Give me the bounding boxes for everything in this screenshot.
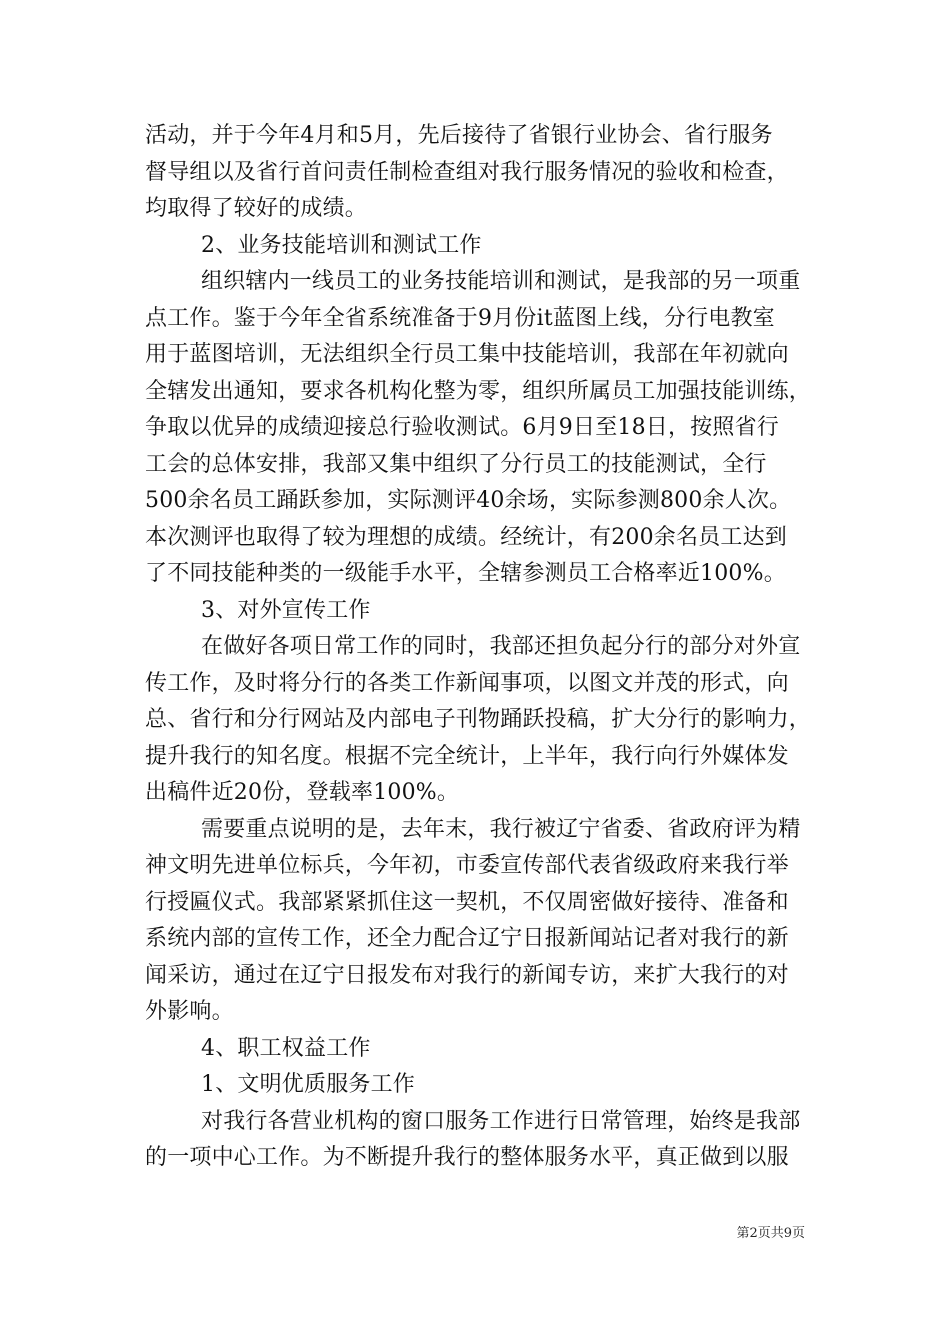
paragraph (145, 264, 825, 593)
text-line: 1、文明优质服务工作 (201, 1072, 415, 1097)
paragraph (145, 629, 825, 812)
text-line: 传工作，及时将分行的各类工作新闻事项，以图文并茂的形式，向 (145, 670, 789, 696)
text-line: 对我行各营业机构的窗口服务工作进行日常管理，始终是我部 (201, 1108, 801, 1134)
text-line: 督导组以及省行首问责任制检查组对我行服务情况的验收和检查， (145, 159, 789, 185)
text-line: 均取得了较好的成绩。 (145, 196, 368, 221)
text-line: 闻采访，通过在辽宁日报发布对我行的新闻专访，来扩大我行的对 (145, 962, 789, 988)
text-line: 出稿件近20份，登载率100%。 (145, 780, 460, 805)
paragraph (145, 1031, 825, 1068)
paragraph (145, 118, 825, 228)
paragraph (145, 1067, 825, 1104)
text-line: 点工作。鉴于今年全省系统准备于9月份it蓝图上线，分行电教室 (145, 305, 775, 331)
text-line: 3、对外宣传工作 (201, 597, 371, 623)
document-body (145, 118, 825, 1177)
text-line: 全辖发出通知，要求各机构化整为零，组织所属员工加强技能训练， (145, 378, 812, 404)
paragraph (145, 228, 825, 265)
paragraph (145, 593, 825, 630)
text-line: 在做好各项日常工作的同时，我部还担负起分行的部分对外宣 (201, 634, 801, 659)
text-line: 系统内部的宣传工作，还全力配合辽宁日报新闻站记者对我行的新 (145, 926, 789, 951)
text-line: 组织辖内一线员工的业务技能培训和测试，是我部的另一项重 (201, 269, 801, 294)
text-line: 神文明先进单位标兵，今年初，市委宣传部代表省级政府来我行举 (145, 853, 789, 878)
page-number: 第2页共9页 (736, 1226, 805, 1241)
text-line: 需要重点说明的是，去年末，我行被辽宁省委、省政府评为精 (201, 816, 801, 842)
paragraph (145, 812, 825, 1031)
paragraph (145, 1104, 825, 1177)
text-line: 活动，并于今年4月和5月，先后接待了省银行业协会、省行服务 (145, 123, 773, 148)
text-line: 争取以优异的成绩迎接总行验收测试。6月9日至18日，按照省行 (145, 415, 779, 440)
text-line: 行授匾仪式。我部紧紧抓住这一契机，不仅周密做好接待、准备和 (145, 889, 789, 915)
text-line: 用于蓝图培训，无法组织全行员工集中技能培训，我部在年初就向 (145, 342, 789, 367)
text-line: 本次测评也取得了较为理想的成绩。经统计，有200余名员工达到 (145, 524, 787, 550)
text-line: 总、省行和分行网站及内部电子刊物踊跃投稿，扩大分行的影响力， (145, 707, 812, 732)
text-line: 的一项中心工作。为不断提升我行的整体服务水平，真正做到以服 (145, 1145, 789, 1170)
text-line: 500余名员工踊跃参加，实际测评40余场，实际参测800余人次。 (145, 488, 792, 513)
text-line: 4、职工权益工作 (201, 1035, 371, 1061)
text-line: 提升我行的知名度。根据不完全统计，上半年，我行向行外媒体发 (145, 743, 789, 769)
text-line: 工会的总体安排，我部又集中组织了分行员工的技能测试，全行 (145, 451, 767, 477)
text-line: 了不同技能种类的一级能手水平，全辖参测员工合格率近100%。 (145, 561, 786, 586)
text-line: 外影响。 (145, 999, 234, 1024)
text-line: 2、业务技能培训和测试工作 (201, 232, 482, 258)
